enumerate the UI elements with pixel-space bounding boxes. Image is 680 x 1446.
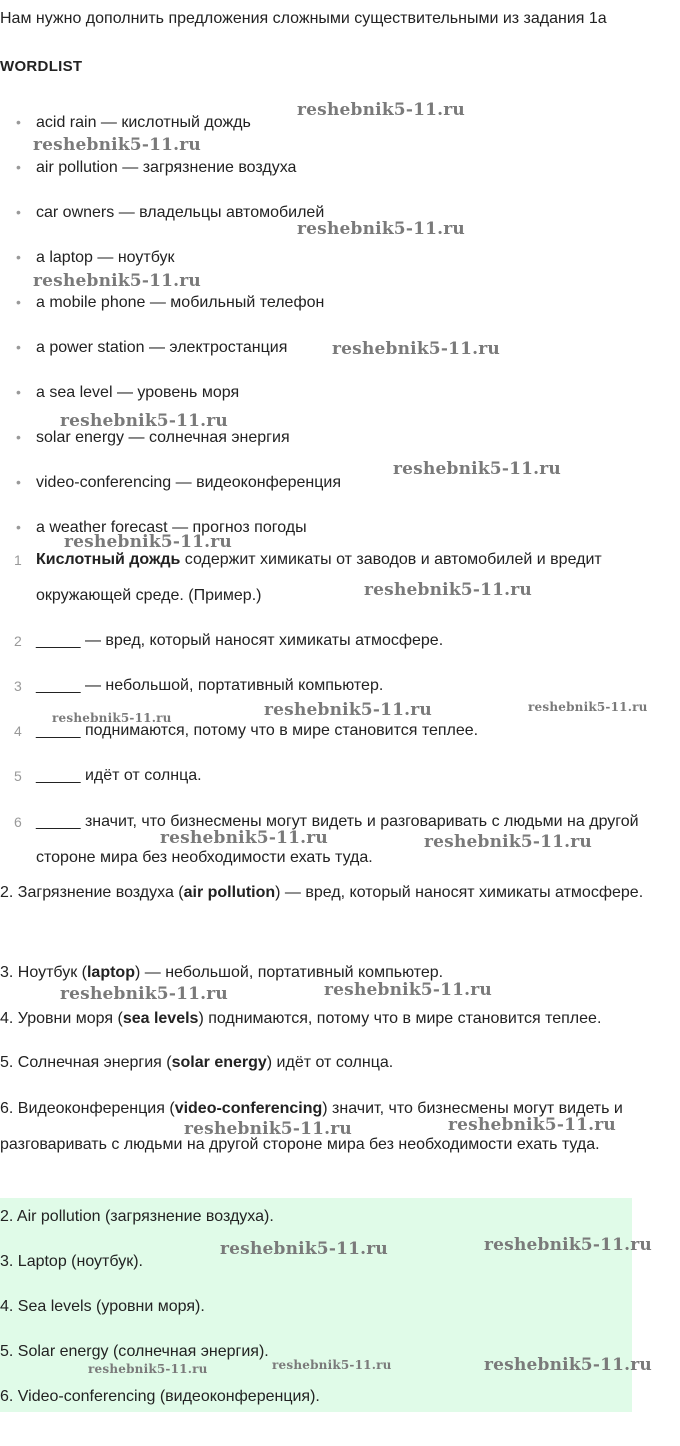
answer-text: 6. Видеоконференция ( — [0, 1100, 175, 1117]
watermark: reshebnik5-11.ru — [60, 411, 228, 431]
green-answer: 4. Sea levels (уровни моря). — [0, 1298, 205, 1315]
task-text: _____ поднимаются, потому что в мире становится теплее. — [36, 722, 479, 739]
task-text: _____ — небольшой, портативный компьютер. — [36, 677, 384, 694]
answer-keyword: air pollution — [183, 884, 276, 901]
task-text: содержит химикаты от заводов и автомобилей и вредит окружающей среде. (Пример.) — [36, 551, 602, 604]
task-number: 4 — [14, 723, 22, 739]
word-text: air pollution — загрязнение воздуха — [36, 159, 297, 176]
task-text: _____ идёт от солнца. — [36, 767, 202, 784]
watermark: reshebnik5-11.ru — [33, 271, 201, 291]
bullet-icon: • — [16, 114, 21, 130]
answer-text: ) значит, что бизнесмены могут видеть и разговаривать с людьми на другой стороне мира без необходимости ехать туда. — [0, 1100, 623, 1153]
watermark: reshebnik5-11.ru — [52, 711, 172, 725]
answer-keyword: solar energy — [171, 1054, 267, 1071]
word-text: a power station — электростанция — [36, 339, 288, 356]
word-text: a weather forecast — прогноз погоды — [36, 519, 307, 536]
answer-keyword: video-conferencing — [174, 1100, 323, 1117]
task-number: 1 — [14, 552, 22, 568]
answer-paragraph — [0, 1001, 680, 1037]
watermark: reshebnik5-11.ru — [160, 828, 328, 848]
word-text: video-conferencing — видеоконференция — [36, 474, 342, 491]
watermark: reshebnik5-11.ru — [324, 980, 492, 1000]
bullet-icon: • — [16, 339, 21, 355]
word-item — [16, 245, 175, 269]
task-text: _____ значит, что бизнесмены могут видеть и разговаривать с людьми на другой стороне мира без необходимости ехать туда. — [36, 813, 639, 866]
green-answer: 3. Laptop (ноутбук). — [0, 1253, 143, 1270]
task-number: 6 — [14, 814, 22, 830]
word-text: a sea level — уровень моря — [36, 384, 240, 401]
task-number: 2 — [14, 633, 22, 649]
bullet-icon: • — [16, 519, 21, 535]
watermark: reshebnik5-11.ru — [272, 1358, 392, 1372]
answer-keyword: sea levels — [122, 1010, 199, 1027]
task-bold: Кислотный дождь — [36, 551, 181, 568]
task-text: _____ — вред, который наносят химикаты атмосфере. — [36, 632, 444, 649]
watermark: reshebnik5-11.ru — [484, 1355, 652, 1375]
answer-keyword: laptop — [86, 964, 135, 981]
answer-text: 4. Уровни моря ( — [0, 1010, 123, 1027]
answer-text: ) — небольшой, портативный компьютер. — [134, 964, 444, 981]
wordlist-title: WORDLIST — [0, 58, 83, 75]
answer-text: 5. Солнечная энергия ( — [0, 1054, 172, 1071]
bullet-icon: • — [16, 249, 21, 265]
watermark: reshebnik5-11.ru — [393, 459, 561, 479]
watermark: reshebnik5-11.ru — [297, 100, 465, 120]
word-text: acid rain — кислотный дождь — [36, 114, 251, 131]
watermark: reshebnik5-11.ru — [264, 700, 432, 720]
task-number: 3 — [14, 678, 22, 694]
answer-text: 3. Ноутбук ( — [0, 964, 87, 981]
word-item — [16, 290, 324, 314]
bullet-icon: • — [16, 204, 21, 220]
watermark: reshebnik5-11.ru — [528, 700, 648, 714]
answer-text: ) поднимаются, потому что в мире становится теплее. — [198, 1010, 602, 1027]
watermark: reshebnik5-11.ru — [88, 1362, 208, 1376]
watermark: reshebnik5-11.ru — [424, 832, 592, 852]
watermark: reshebnik5-11.ru — [60, 984, 228, 1004]
green-answer: 2. Air pollution (загрязнение воздуха). — [0, 1208, 274, 1225]
answer-text: ) идёт от солнца. — [266, 1054, 394, 1071]
word-item — [16, 335, 287, 359]
answer-text: 2. Загрязнение воздуха ( — [0, 884, 184, 901]
word-item — [16, 155, 296, 179]
word-text: car owners — владельцы автомобилей — [36, 204, 325, 221]
bullet-icon: • — [16, 294, 21, 310]
watermark: reshebnik5-11.ru — [332, 339, 500, 359]
word-text: a mobile phone — мобильный телефон — [36, 294, 325, 311]
task-number: 5 — [14, 768, 22, 784]
word-text: solar energy — солнечная энергия — [36, 429, 290, 446]
watermark: reshebnik5-11.ru — [33, 135, 201, 155]
word-item — [16, 200, 324, 224]
intro-text: Нам нужно дополнить предложения сложными существительными из задания 1a — [0, 10, 607, 27]
watermark: reshebnik5-11.ru — [484, 1235, 652, 1255]
answer-paragraph — [0, 875, 680, 911]
green-answer: 6. Video-conferencing (видеоконференция). — [0, 1388, 320, 1405]
task-item — [14, 542, 664, 614]
watermark: reshebnik5-11.ru — [364, 580, 532, 600]
watermark: reshebnik5-11.ru — [448, 1115, 616, 1135]
bullet-icon: • — [16, 384, 21, 400]
word-text: a laptop — ноутбук — [36, 249, 175, 266]
bullet-icon: • — [16, 159, 21, 175]
task-item — [14, 623, 664, 660]
green-answer: 5. Solar energy (солнечная энергия). — [0, 1343, 269, 1360]
bullet-icon: • — [16, 429, 21, 445]
bullet-icon: • — [16, 474, 21, 490]
word-item — [16, 380, 239, 404]
task-item — [14, 758, 664, 795]
watermark: reshebnik5-11.ru — [184, 1119, 352, 1139]
answer-paragraph — [0, 1045, 680, 1081]
word-item — [16, 110, 251, 134]
watermark: reshebnik5-11.ru — [297, 219, 465, 239]
answer-text: ) — вред, который наносят химикаты атмосфере. — [275, 884, 644, 901]
watermark: reshebnik5-11.ru — [220, 1239, 388, 1259]
watermark: reshebnik5-11.ru — [64, 532, 232, 552]
word-item — [16, 470, 341, 494]
